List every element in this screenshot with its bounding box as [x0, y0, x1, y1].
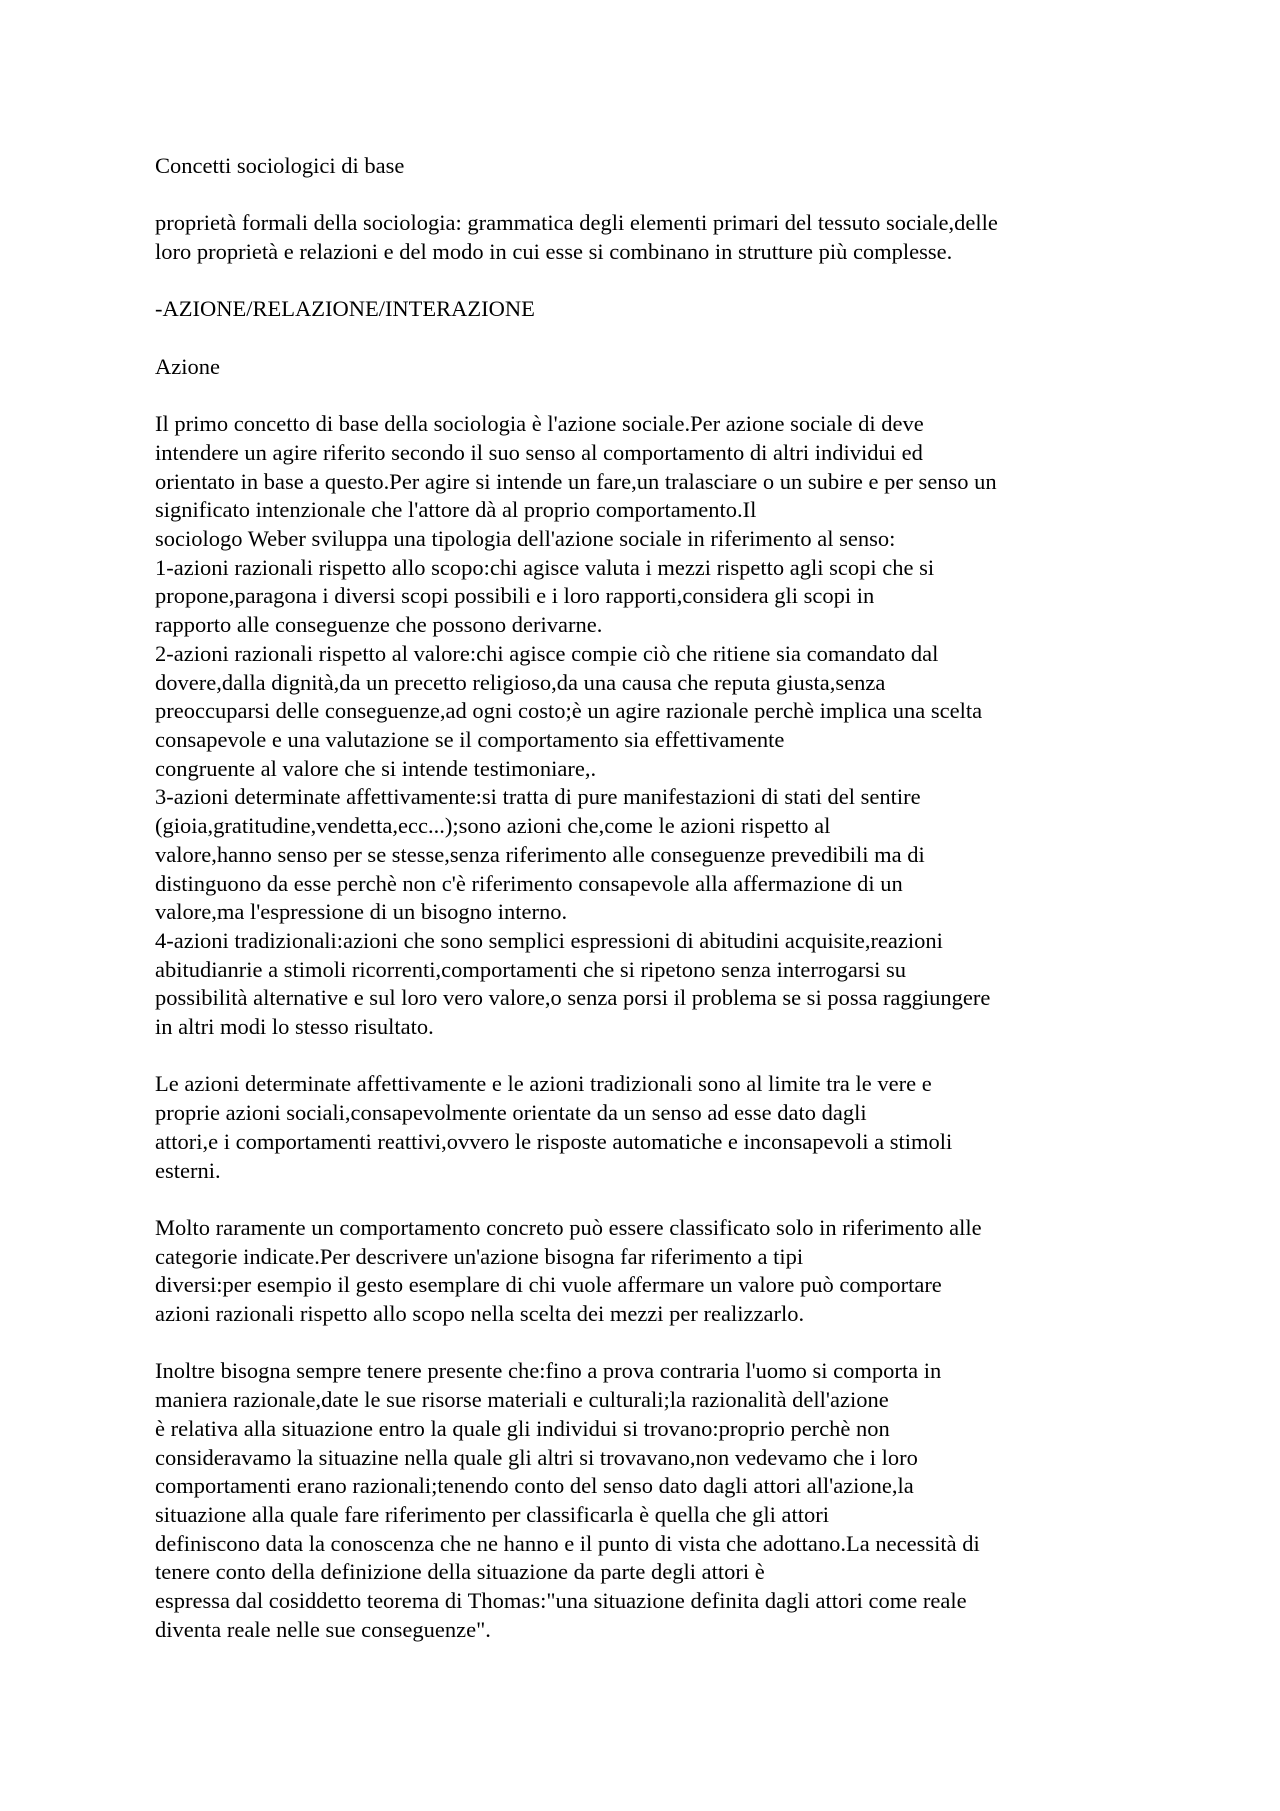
text-line: espressa dal cosiddetto teorema di Thomas:"una situazione definita dagli attori come reale: [155, 1588, 967, 1614]
text-line: definiscono data la conoscenza che ne hanno e il punto di vista che adottano.La necessità di: [155, 1530, 980, 1556]
text-line: situazione alla quale fare riferimento per classificarla è quella che gli attori: [155, 1501, 830, 1527]
section-heading: -AZIONE/RELAZIONE/INTERAZIONE: [155, 296, 535, 322]
text-line: significato intenzionale che l'attore dà al proprio comportamento.Il: [155, 497, 757, 523]
text-line: azioni razionali rispetto allo scopo nella scelta dei mezzi per realizzarlo.: [155, 1301, 805, 1327]
text-line: congruente al valore che si intende testimoniare,.: [155, 755, 597, 781]
text-line: esterni.: [155, 1157, 221, 1183]
text-line: categorie indicate.Per descrivere un'azione bisogna far riferimento a tipi: [155, 1243, 804, 1269]
text-line: Le azioni determinate affettivamente e le azioni tradizionali sono al limite tra le vere e: [155, 1071, 932, 1097]
text-line: preoccuparsi delle conseguenze,ad ogni costo;è un agire razionale perchè implica una scelta: [155, 698, 983, 724]
text-line: valore,hanno senso per se stesse,senza riferimento alle conseguenze prevedibili ma di: [155, 841, 925, 867]
text-line: consapevole e una valutazione se il comportamento sia effettivamente: [155, 727, 785, 752]
text-line: è relativa alla situazione entro la quale gli individui si trovano:proprio perchè non: [155, 1415, 890, 1441]
text-line: Il primo concetto di base della sociologia è l'azione sociale.Per azione sociale di deve: [155, 411, 924, 437]
text-line: propone,paragona i diversi scopi possibili e i loro rapporti,considera gli scopi in: [155, 583, 875, 609]
text-line: diventa reale nelle sue conseguenze".: [155, 1616, 491, 1642]
text-line: loro proprietà e relazioni e del modo in cui esse si combinano in strutture più complesse.: [155, 239, 953, 265]
text-line: (gioia,gratitudine,vendetta,ecc...);sono azioni che,come le azioni rispetto al: [155, 813, 831, 839]
document-body: [155, 152, 1135, 1673]
paragraph-limits: [155, 1070, 1135, 1185]
text-line: intendere un agire riferito secondo il suo senso al comportamento di altri individui ed: [155, 439, 923, 465]
paragraph-classification: [155, 1214, 1135, 1329]
text-line: comportamenti erano razionali;tenendo conto del senso dato dagli attori all'azione,la: [155, 1473, 914, 1499]
text-line: tenere conto della definizione della situazione da parte degli attori è: [155, 1559, 765, 1585]
text-line: maniera razionale,date le sue risorse materiali e culturali;la razionalità dell'azione: [155, 1387, 889, 1413]
text-line: proprietà formali della sociologia: grammatica degli elementi primari del tessuto sociale,delle: [155, 210, 998, 236]
text-line: attori,e i comportamenti reattivi,ovvero le risposte automatiche e inconsapevoli a stimoli: [155, 1128, 953, 1154]
text-line: rapporto alle conseguenze che possono derivarne.: [155, 612, 603, 638]
paragraph-rationality: [155, 1357, 1135, 1644]
text-line: distinguono da esse perchè non c'è riferimento consapevole alla affermazione di un: [155, 870, 903, 896]
text-line: Molto raramente un comportamento concreto può essere classificato solo in riferimento alle: [155, 1214, 982, 1240]
text-line: consideravamo la situazine nella quale gli altri si trovavano,non vedevamo che i loro: [155, 1444, 918, 1470]
text-line: orientato in base a questo.Per agire si intende un fare,un tralasciare o un subire e per senso un: [155, 468, 997, 494]
subsection-heading: Azione: [155, 353, 220, 379]
intro-paragraph: [155, 209, 1135, 266]
text-line: 1-azioni razionali rispetto allo scopo:chi agisce valuta i mezzi rispetto agli scopi che si: [155, 554, 935, 580]
text-line: in altri modi lo stesso risultato.: [155, 1014, 434, 1040]
document-title: Concetti sociologici di base: [155, 153, 405, 178]
text-line: 2-azioni razionali rispetto al valore:chi agisce compie ciò che ritiene sia comandato dal: [155, 640, 939, 666]
text-line: dovere,dalla dignità,da un precetto religioso,da una causa che reputa giusta,senza: [155, 669, 886, 695]
text-line: abitudianrie a stimoli ricorrenti,comportamenti che si ripetono senza interrogarsi su: [155, 956, 907, 982]
paragraph-action-types: [155, 410, 1135, 1041]
text-line: 4-azioni tradizionali:azioni che sono semplici espressioni di abitudini acquisite,reazioni: [155, 927, 943, 953]
text-line: 3-azioni determinate affettivamente:si tratta di pure manifestazioni di stati del sentire: [155, 784, 921, 810]
text-line: Inoltre bisogna sempre tenere presente che:fino a prova contraria l'uomo si comporta in: [155, 1358, 942, 1384]
text-line: diversi:per esempio il gesto esemplare di chi vuole affermare un valore può comportare: [155, 1272, 942, 1298]
text-line: proprie azioni sociali,consapevolmente orientate da un senso ad esse dato dagli: [155, 1100, 867, 1126]
text-line: sociologo Weber sviluppa una tipologia dell'azione sociale in riferimento al senso:: [155, 526, 896, 552]
text-line: possibilità alternative e sul loro vero valore,o senza porsi il problema se si possa raggiungere: [155, 985, 991, 1011]
text-line: valore,ma l'espressione di un bisogno interno.: [155, 899, 568, 925]
